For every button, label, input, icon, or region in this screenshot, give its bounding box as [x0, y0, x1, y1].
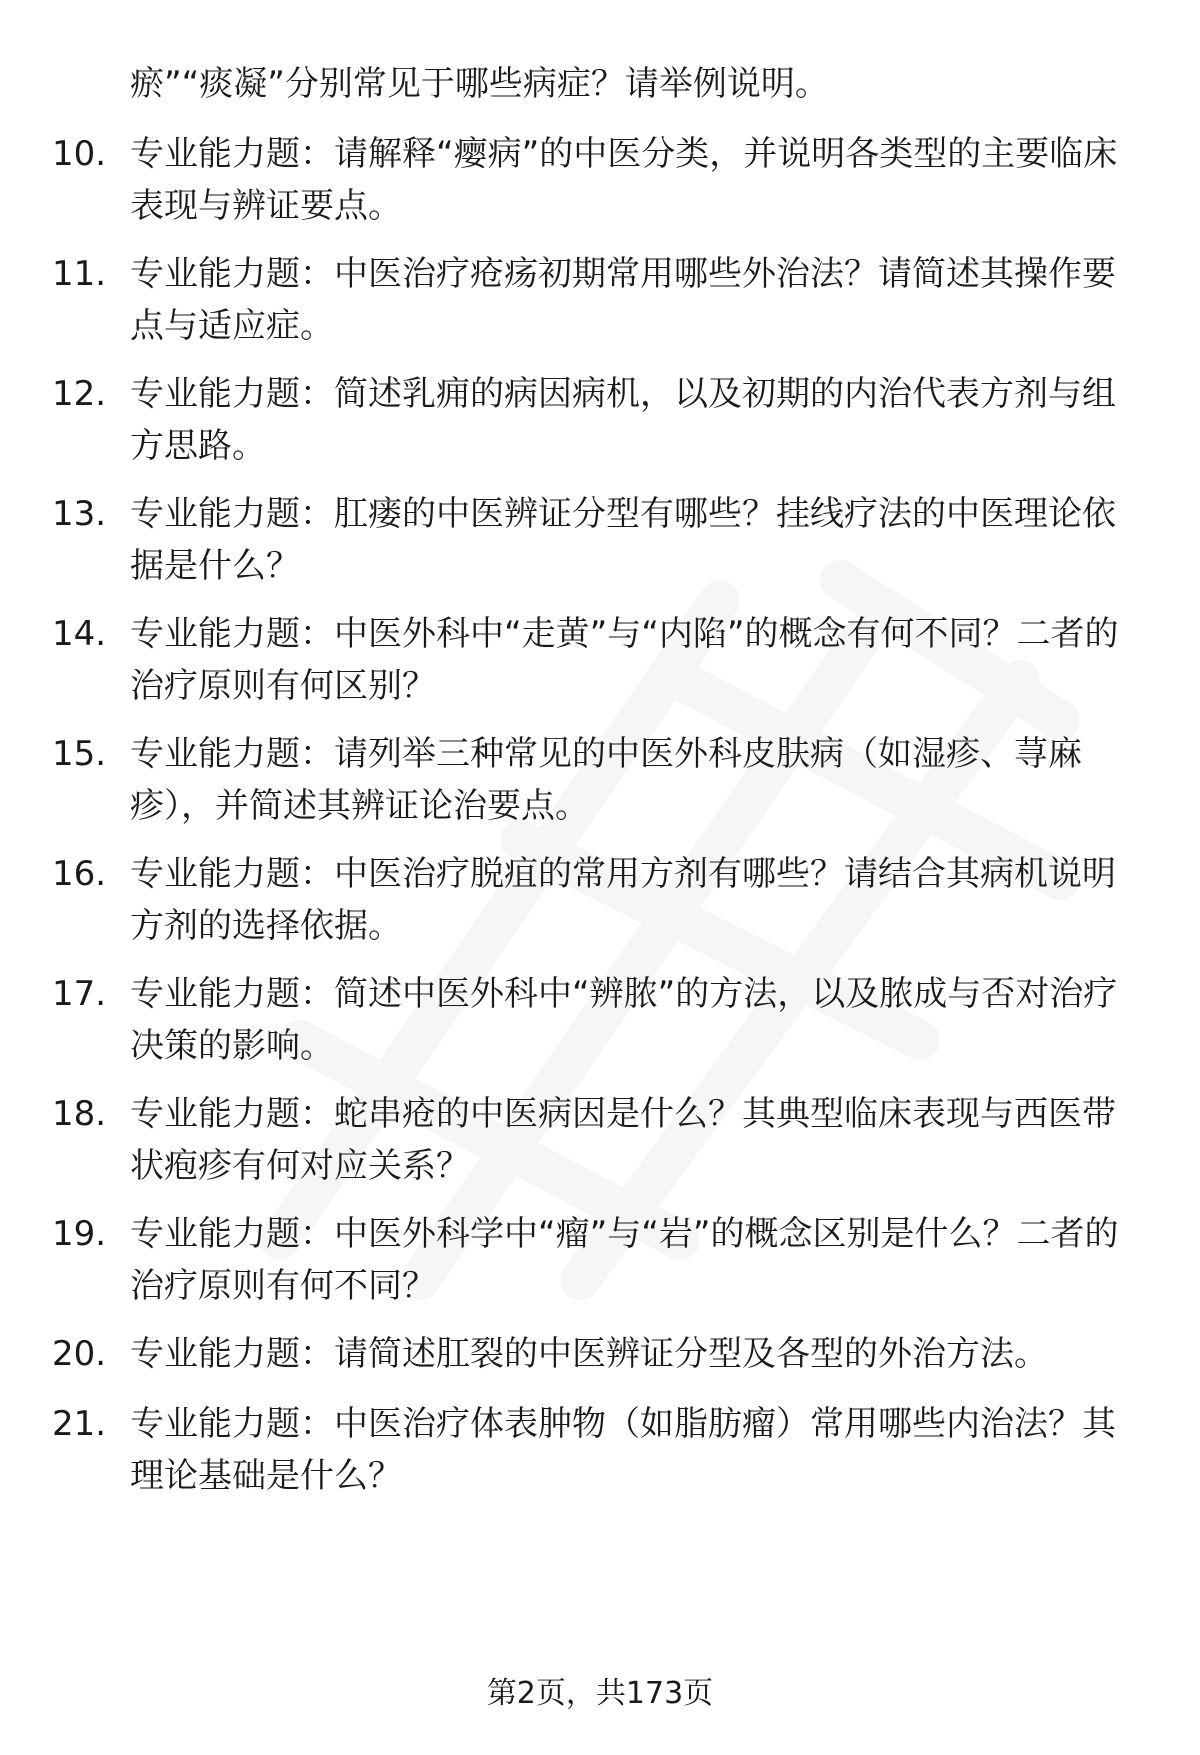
- question-text: 专业能力题：简述中医外科中“辨脓”的方法，以及脓成与否对治疗决策的影响。: [130, 974, 1118, 1066]
- question-text: 专业能力题：肛瘘的中医辨证分型有哪些？挂线疗法的中医理论依据是什么？: [130, 494, 1116, 586]
- question-text: 专业能力题：中医治疗体表肿物（如脂肪瘤）常用哪些内治法？其理论基础是什么？: [130, 1404, 1116, 1496]
- question-text: 专业能力题：请简述肛裂的中医辨证分型及各型的外治方法。: [130, 1334, 1048, 1374]
- question-number: 19.: [52, 1214, 107, 1254]
- continued-question-text: 瘀”“痰凝”分别常见于哪些病症？请举例说明。: [130, 64, 829, 104]
- question-number: 21.: [52, 1404, 107, 1444]
- page-footer: 第2页，共173页: [486, 1676, 714, 1711]
- question-number: 12.: [52, 374, 107, 414]
- question-number: 16.: [52, 854, 107, 894]
- question-item: [52, 1088, 1142, 1192]
- question-text: 专业能力题：中医外科中“走黄”与“内陷”的概念有何不同？二者的治疗原则有何区别？: [130, 614, 1119, 706]
- question-item: [52, 1398, 1142, 1502]
- question-number: 18.: [52, 1094, 107, 1134]
- question-item: [52, 608, 1142, 712]
- question-number: 11.: [52, 254, 107, 294]
- question-item: [52, 1328, 1142, 1380]
- question-text: 专业能力题：简述乳痈的病因病机，以及初期的内治代表方剂与组方思路。: [130, 374, 1116, 466]
- question-item: [52, 728, 1142, 832]
- question-number: 15.: [52, 734, 107, 774]
- question-item: [52, 848, 1142, 952]
- question-number: 14.: [52, 614, 107, 654]
- question-item: [52, 1208, 1142, 1312]
- question-text: 专业能力题：蛇串疮的中医病因是什么？其典型临床表现与西医带状疱疹有何对应关系？: [130, 1094, 1116, 1186]
- question-text: 专业能力题：请解释“瘿病”的中医分类，并说明各类型的主要临床表现与辨证要点。: [130, 134, 1118, 226]
- question-number: 17.: [52, 974, 107, 1014]
- question-text: 专业能力题：请列举三种常见的中医外科皮肤病（如湿疹、荨麻疹），并简述其辨证论治要点。: [130, 734, 1082, 826]
- question-number: 10.: [52, 134, 107, 174]
- question-text: 专业能力题：中医治疗疮疡初期常用哪些外治法？请简述其操作要点与适应症。: [130, 254, 1116, 346]
- question-item: [52, 128, 1142, 232]
- question-item: [52, 488, 1142, 592]
- question-item: [52, 248, 1142, 352]
- question-text: 专业能力题：中医治疗脱疽的常用方剂有哪些？请结合其病机说明方剂的选择依据。: [130, 854, 1116, 946]
- question-number: 20.: [52, 1334, 107, 1374]
- question-item: [52, 968, 1142, 1072]
- question-number: 13.: [52, 494, 107, 534]
- question-item: [52, 368, 1142, 472]
- question-text: 专业能力题：中医外科学中“瘤”与“岩”的概念区别是什么？二者的治疗原则有何不同？: [130, 1214, 1119, 1306]
